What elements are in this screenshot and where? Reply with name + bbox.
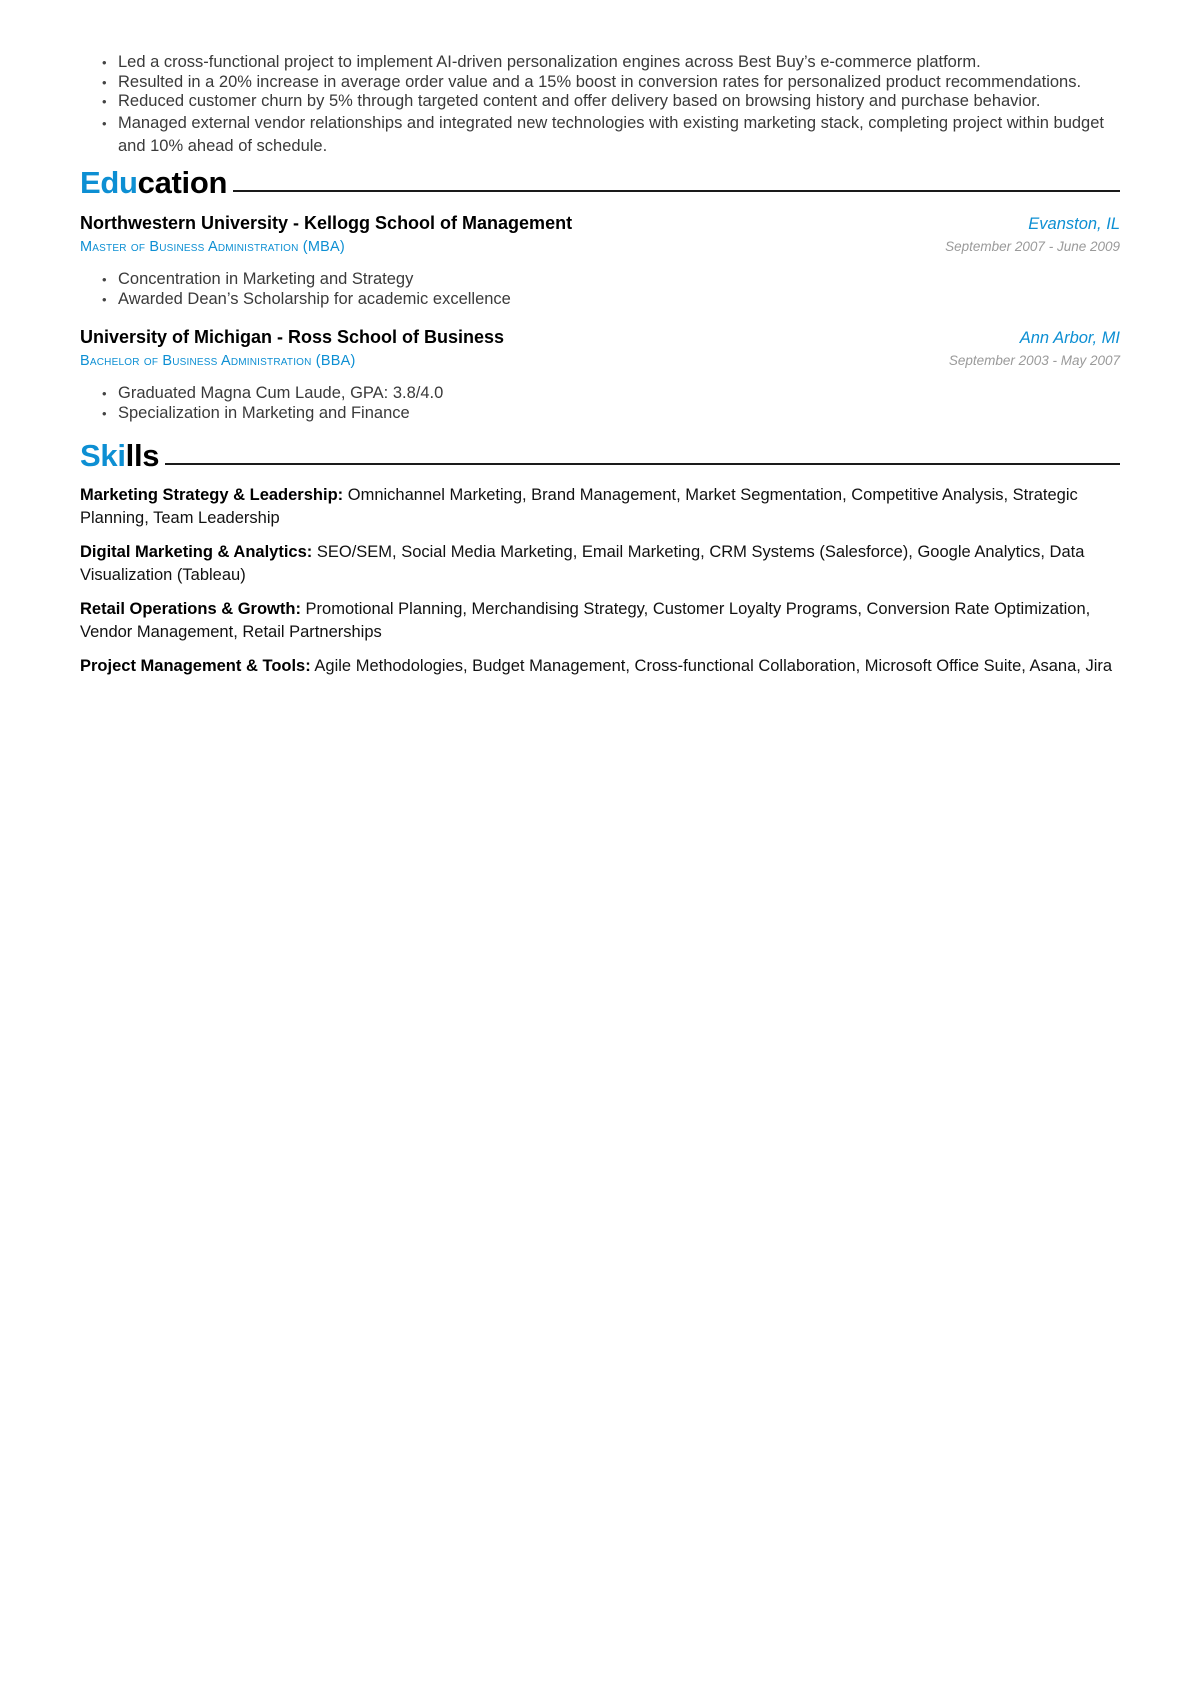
experience-bullet: • Led a cross-functional project to implement AI-driven personalization engines across Best Buy’s e-commerce platform.	[80, 53, 1120, 73]
experience-bullet: • Reduced customer churn by 5% through targeted content and offer delivery based on browsing history and purchase behavior.	[80, 92, 1120, 112]
skills-list	[80, 484, 1120, 689]
school-location: Ann Arbor, MI	[1019, 329, 1120, 347]
skills-title-rest: lls	[125, 438, 160, 473]
experience-bullet: • Resulted in a 20% increase in average order value and a 15% boost in conversion rates for personalized product recommendations.	[80, 73, 1120, 93]
skill-items: Agile Methodologies, Budget Management, Cross-functional Collaboration, Microsoft Office Suite, Asana, Jira	[314, 657, 1113, 675]
section-divider	[233, 190, 1120, 192]
experience-bullet-list	[80, 53, 1120, 158]
education-title-accent: Edu	[80, 165, 138, 200]
skill-category: Digital Marketing & Analytics:	[80, 543, 313, 561]
education-entry	[80, 325, 1120, 423]
education-bullet: • Awarded Dean’s Scholarship for academic excellence	[80, 290, 1120, 310]
skill-category: Marketing Strategy & Leadership:	[80, 486, 344, 504]
school-name: Northwestern University - Kellogg School of Management	[80, 213, 573, 233]
skill-items: Omnichannel Marketing, Brand Management, Market Segmentation, Competitive Analysis, Strategic Planning, Team Leadership	[80, 486, 1078, 527]
education-bullet: • Specialization in Marketing and Finance	[80, 404, 1120, 424]
education-dates: September 2007 - June 2009	[945, 239, 1120, 254]
school-location: Evanston, IL	[1028, 215, 1120, 233]
degree: Bachelor of Business Administration (BBA)	[80, 353, 356, 369]
education-dates: September 2003 - May 2007	[948, 353, 1120, 368]
education-bullet: • Concentration in Marketing and Strategy	[80, 270, 1120, 290]
education-section-heading	[80, 165, 1120, 201]
education-title	[80, 165, 227, 201]
skills-title-accent: Ski	[80, 438, 126, 473]
school-name: University of Michigan - Ross School of Business	[80, 327, 505, 347]
skill-group	[80, 598, 1120, 644]
education-bullet: • Graduated Magna Cum Laude, GPA: 3.8/4.0	[80, 384, 1120, 404]
education-bullet-list	[80, 384, 1120, 423]
experience-bullet: • Managed external vendor relationships and integrated new technologies with existing marketing stack, completing project within budget and 10% ahead of schedule.	[80, 112, 1120, 158]
education-title-rest: cation	[137, 165, 228, 200]
skill-items: Promotional Planning, Merchandising Strategy, Customer Loyalty Programs, Conversion Rate Optimization, Vendor Management, Retail Partnerships	[80, 600, 1091, 641]
skill-group	[80, 484, 1120, 530]
skill-category: Project Management & Tools:	[80, 657, 311, 675]
skills-section-heading	[80, 438, 1120, 474]
degree: Master of Business Administration (MBA)	[80, 239, 345, 255]
education-bullet-list	[80, 270, 1120, 309]
skill-category: Retail Operations & Growth:	[80, 600, 301, 618]
section-divider	[165, 463, 1120, 465]
skill-items: SEO/SEM, Social Media Marketing, Email Marketing, CRM Systems (Salesforce), Google Analytics, Data Visualization (Tableau)	[80, 543, 1085, 584]
skill-group	[80, 655, 1120, 678]
skills-title	[80, 438, 159, 474]
skill-group	[80, 541, 1120, 587]
education-entry	[80, 211, 1120, 309]
